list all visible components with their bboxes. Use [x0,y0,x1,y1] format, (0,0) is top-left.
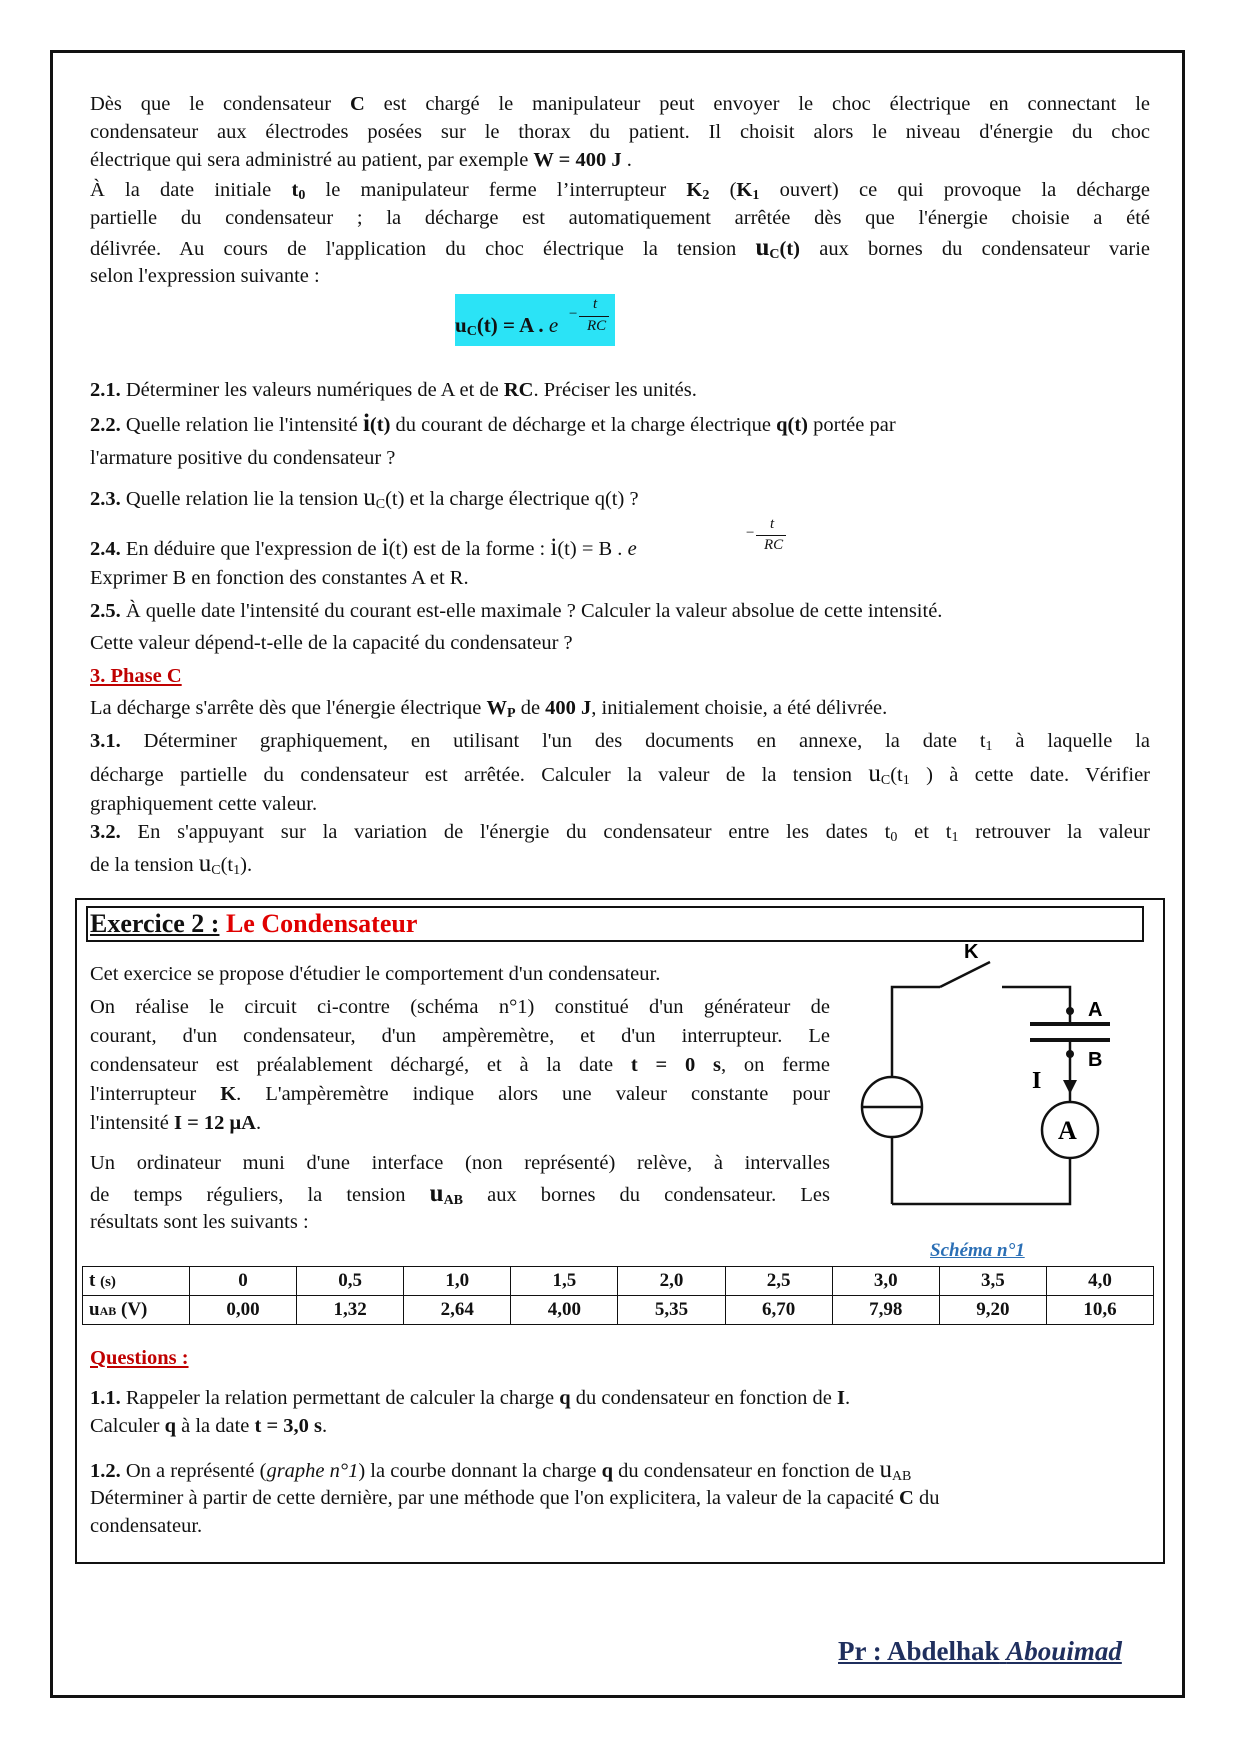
formula-exp-num: t [593,296,598,312]
intro-line-3: électrique qui sera administré au patient, par exemple W = 400 J . [90,149,632,171]
circuit-diagram [860,942,1120,1242]
question-1-2-cont: Déterminer à partir de cette dernière, par une méthode que l'on explicitera, la valeur de la capacité C du [90,1487,940,1509]
q24-exp-num: t [770,516,775,532]
question-2-4-cont: Exprimer B en fonction des constantes A et R. [90,567,469,589]
q24-exp-sign: − [745,525,756,541]
ex2-intro-1: Cet exercice se propose d'étudier le comportement d'un condensateur. [90,963,661,985]
intro2-line-4: selon l'expression suivante : [90,265,320,287]
table-row-time [83,1267,1154,1296]
switch-label: K [964,942,979,963]
table-cell: 7,98 [832,1296,939,1325]
ex2-intro-3: courant, d'un condensateur, d'un ampèremètre, et d'un interrupteur. Le [90,1025,830,1047]
question-3-2-cont: de la tension $u_C(t_1)$. [90,850,253,878]
intro2-line-1: À la date initiale $t_0$ le manipulateur ferme l’interrupteur $K_2$ ($K_1$ ouvert) ce qui provoque la décharge [90,179,1151,203]
table-cell: 3,0 [832,1267,939,1296]
question-3-1-cont2: graphiquement cette valeur. [90,793,318,815]
table-cell: 1,0 [404,1267,511,1296]
table-cell: 2,0 [618,1267,725,1296]
question-1-1: 1.1. Rappeler la relation permettant de calculer la charge q du condensateur en fonction de I. [90,1387,851,1409]
table-cell: 0,00 [190,1296,297,1325]
table-row-voltage [83,1296,1154,1325]
ex2-intro-7: Un ordinateur muni d'une interface (non représenté) relève, à intervalles [90,1152,830,1174]
ex2-intro-2: On réalise le circuit ci-contre (schéma n°1) constitué d'un générateur de [90,996,830,1018]
q24-fraction-bar [756,535,786,536]
question-2-2-cont: l'armature positive du condensateur ? [90,447,396,469]
intro-line-1: Dès que le condensateur C est chargé le manipulateur peut envoyer le choc électrique en connectant le [90,93,1150,115]
table-cell: 4,00 [511,1296,618,1325]
question-2-5-cont: Cette valeur dépend-t-elle de la capacité du condensateur ? [90,632,573,654]
exercise2-title: Exercice 2 : Le Condensateur [86,906,1144,942]
question-2-4: 2.4. En déduire que l'expression de i(t) est de la forme : i(t) = B . e [90,534,637,561]
question-2-5: 2.5. À quelle date l'intensité du courant est-elle maximale ? Calculer la valeur absolue de cette intensité. [90,600,943,622]
question-1-2: 1.2. On a représenté (graphe n°1) la courbe donnant la charge q du condensateur en fonction de $u_{AB}$ [90,1456,912,1484]
table-cell: 1,5 [511,1267,618,1296]
wire-bottom [892,1158,1070,1204]
formula-lhs: $u_C(t) = A$ . e [455,313,559,339]
question-3-1-cont: décharge partielle du condensateur est arrêtée. Calculer la valeur de la tension $u_C(t_1$ ) à cette date. Vérifier [90,760,1150,788]
phase-c-title: 3. Phase C [90,665,182,687]
question-1-1-cont: Calculer q à la date t = 3,0 s. [90,1415,328,1437]
formula-exp-sign: − [568,306,579,322]
ex2-intro-5: l'interrupteur K. L'ampèremètre indique alors une valeur constante pour [90,1083,831,1105]
table-header-time: t (s) [83,1267,190,1296]
questions-title: Questions : [90,1347,189,1369]
q24-exp-den: RC [764,537,784,553]
wire-right-top [1002,987,1070,1022]
question-2-3: 2.3. Quelle relation lie la tension $u_C(t)$ et la charge électrique q(t) ? [90,484,639,512]
author-signature: Pr : Abdelhak Abouimad [838,1636,1122,1666]
node-b [1066,1050,1074,1058]
current-arrow [1063,1080,1077,1094]
table-cell: 0,5 [297,1267,404,1296]
measurement-table [82,1266,1154,1325]
table-cell: 6,70 [725,1296,832,1325]
table-cell: 4,0 [1046,1267,1153,1296]
table-cell: 5,35 [618,1296,725,1325]
formula-exp-den: RC [587,318,607,334]
table-cell: 0 [190,1267,297,1296]
ex2-intro-9: résultats sont les suivants : [90,1211,309,1233]
plate-a-label: A [1088,999,1103,1021]
question-2-2: 2.2. Quelle relation lie l'intensité i(t) du courant de décharge et la charge électrique q(t) portée par [90,410,896,437]
schema-label: Schéma n°1 [930,1240,1025,1261]
table-header-voltage: uAB (V) [83,1296,190,1325]
table-cell: 2,5 [725,1267,832,1296]
table-cell: 10,6 [1046,1296,1153,1325]
current-label: I [1032,1068,1042,1094]
table-cell: 3,5 [939,1267,1046,1296]
intro-line-2: condensateur aux électrodes posées sur le thorax du patient. Il choisit alors le niveau d'énergie du choc [90,121,1150,143]
question-2-1: 2.1. Déterminer les valeurs numériques de A et de RC. Préciser les unités. [90,379,697,401]
formula-box [455,294,615,346]
ammeter-label: A [1058,1116,1077,1145]
table-cell: 1,32 [297,1296,404,1325]
plate-b-label: B [1088,1049,1103,1071]
ex2-intro-6: l'intensité I = 12 μA. [90,1112,262,1134]
ex2-intro-8: de temps réguliers, la tension $u_{AB}$ aux bornes du condensateur. Les [90,1180,830,1208]
intro2-line-3: délivrée. Au cours de l'application du choc électrique la tension $u_C(t)$ aux bornes du condensateur varie [90,234,1150,262]
table-cell: 2,64 [404,1296,511,1325]
question-3-1: 3.1. Déterminer graphiquement, en utilisant l'un des documents en annexe, la date $t_1$ à laquelle la [90,730,1150,754]
phase-c-line-1: La décharge s'arrête dès que l'énergie électrique $W_P$ de 400 J, initialement choisie, a été délivrée. [90,697,888,721]
question-3-2: 3.2. En s'appuyant sur la variation de l'énergie du condensateur entre les dates $t_0$ et $t_1$ retrouver la valeur [90,821,1150,845]
intro2-line-2: partielle du condensateur ; la décharge est automatiquement arrêtée dès que l'énergie choisie a été [90,207,1150,229]
ex2-intro-4: condensateur est préalablement déchargé, et à la date t = 0 s, on ferme [90,1054,830,1076]
switch-blade [940,962,990,987]
question-1-2-cont2: condensateur. [90,1515,203,1537]
table-cell: 9,20 [939,1296,1046,1325]
node-a [1066,1007,1074,1015]
formula-fraction-bar [579,316,609,317]
